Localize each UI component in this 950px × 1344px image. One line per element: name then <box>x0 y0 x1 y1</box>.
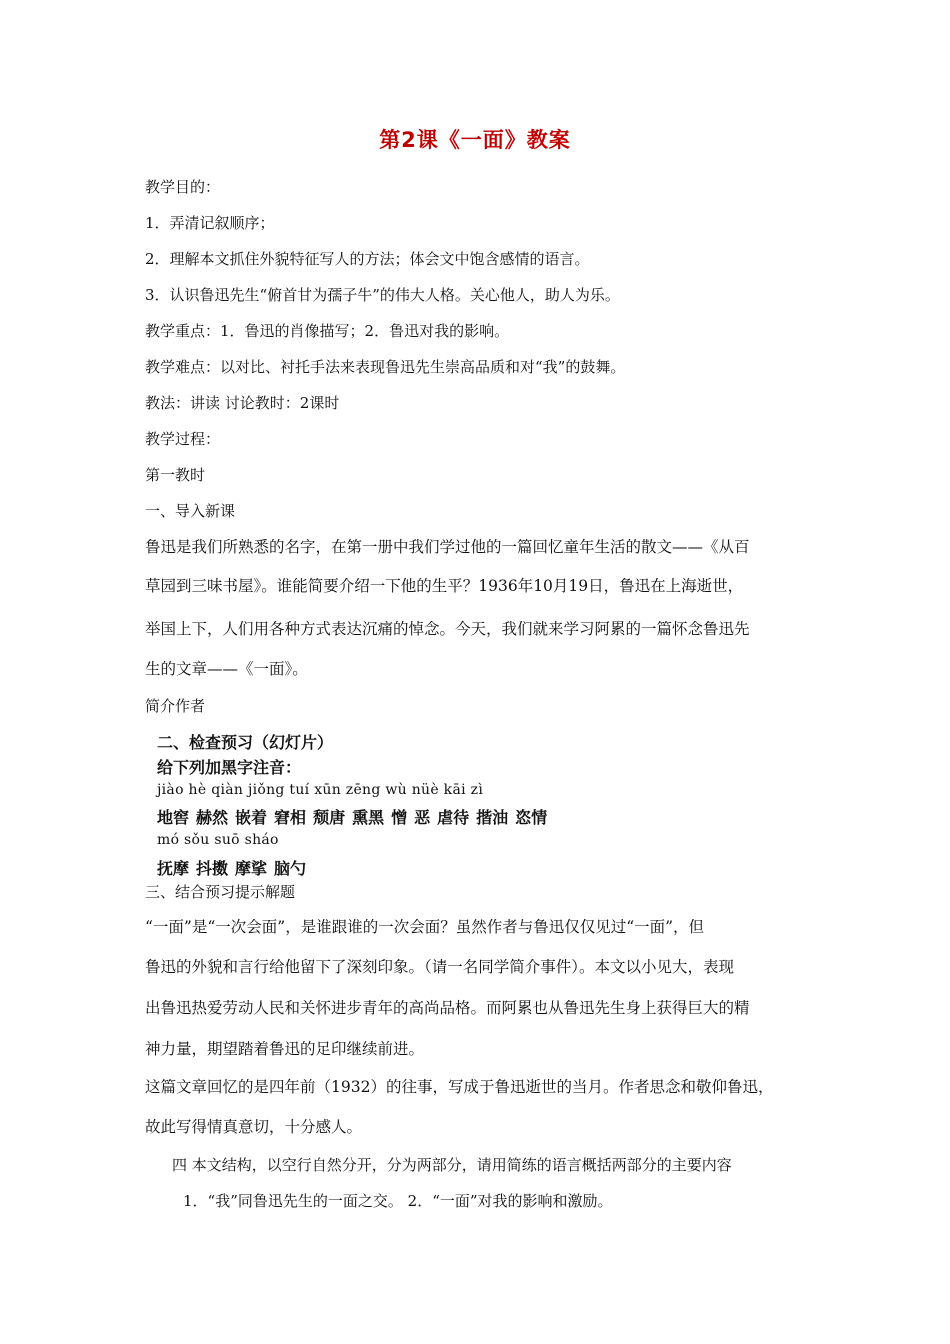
period-label: 第一教时 <box>145 466 206 484</box>
paragraph-line: 鲁迅是我们所熟悉的名字，在第一册中我们学过他的一篇回忆童年生活的散文——《从百 <box>145 538 750 556</box>
section-heading: 四 本文结构，以空行自然分开，分为两部分，请用简练的语言概括两部分的主要内容 <box>172 1156 732 1174</box>
paragraph-line: 生的文章——《一面》。 <box>145 660 308 678</box>
vocab-word: 颓唐 <box>313 808 346 827</box>
paragraph-line: 故此写得情真意切，十分感人。 <box>145 1118 363 1136</box>
pinyin-row: jiào hè qiàn jiǒng tuí xūn zēng wù nüè kāi zì <box>157 782 484 798</box>
difficulties: 教学难点：以对比、衬托手法来表现鲁迅先生崇高品质和对“我”的鼓舞。 <box>145 358 626 376</box>
paragraph-line: 这篇文章回忆的是四年前（1932）的往事，写成于鲁迅逝世的当月。作者思念和敬仰鲁迅， <box>145 1078 774 1096</box>
vocab-word: 抖擞 <box>196 859 229 878</box>
section-heading: 三、结合预习提示解题 <box>145 883 296 901</box>
word-row <box>157 856 313 879</box>
key-points: 教学重点：1．鲁迅的肖像描写；2．鲁迅对我的影响。 <box>145 322 510 340</box>
vocab-word: 憎 <box>391 808 408 827</box>
paragraph-line: 草园到三味书屋》。谁能简要介绍一下他的生平？1936年10月19日，鲁迅在上海逝世， <box>145 577 744 595</box>
section-heading: 二、检查预习（幻灯片） <box>157 733 334 752</box>
section-heading: 一、导入新课 <box>145 502 236 520</box>
vocab-word: 抚摩 <box>157 859 190 878</box>
paragraph-line: 举国上下，人们用各种方式表达沉痛的悼念。今天，我们就来学习阿累的一篇怀念鲁迅先 <box>145 620 750 638</box>
preview-check-block <box>157 730 617 880</box>
author-label: 简介作者 <box>145 697 206 715</box>
vocab-word: 虐待 <box>437 808 470 827</box>
vocab-word: 地窖 <box>157 808 190 827</box>
vocab-word: 窘相 <box>274 808 307 827</box>
vocab-word: 摩挲 <box>235 859 268 878</box>
objective-item: 2．理解本文抓住外貌特征写人的方法；体会文中饱含感情的语言。 <box>145 250 590 268</box>
process-label: 教学过程： <box>145 430 221 448</box>
pinyin-row: mó sǒu suō sháo <box>157 832 279 848</box>
objective-item: 3．认识鲁迅先生“俯首甘为孺子牛”的伟大人格。关心他人，助人为乐。 <box>145 286 620 304</box>
vocab-word: 熏黑 <box>352 808 385 827</box>
instruction-text: 给下列加黑字注音： <box>157 758 302 777</box>
objectives-label: 教学目的： <box>145 178 221 196</box>
paragraph-line: 出鲁迅热爱劳动人民和关怀进步青年的高尚品格。而阿累也从鲁迅先生身上获得巨大的精 <box>145 999 750 1017</box>
vocab-word: 赫然 <box>196 808 229 827</box>
paragraph-line: 神力量，期望踏着鲁迅的足印继续前进。 <box>145 1040 425 1058</box>
vocab-word: 揩油 <box>476 808 509 827</box>
paragraph-line: 鲁迅的外貌和言行给他留下了深刻印象。（请一名同学简介事件）。本文以小见大，表现 <box>145 958 735 976</box>
word-row <box>157 805 554 828</box>
structure-items: 1．“我”同鲁迅先生的一面之交。 2．“一面”对我的影响和激励。 <box>183 1192 613 1210</box>
vocab-word: 嵌着 <box>235 808 268 827</box>
paragraph-line: “一面”是“一次会面”，是谁跟谁的一次会面？虽然作者与鲁迅仅仅见过“一面”，但 <box>145 918 705 936</box>
teaching-method: 教法：讲读 讨论教时：2课时 <box>145 394 340 412</box>
document-title: 第2课《一面》教案 <box>379 128 571 152</box>
vocab-word: 恶 <box>414 808 431 827</box>
vocab-word: 恣情 <box>515 808 548 827</box>
vocab-word: 脑勺 <box>274 859 307 878</box>
objective-item: 1．弄清记叙顺序； <box>145 214 275 232</box>
